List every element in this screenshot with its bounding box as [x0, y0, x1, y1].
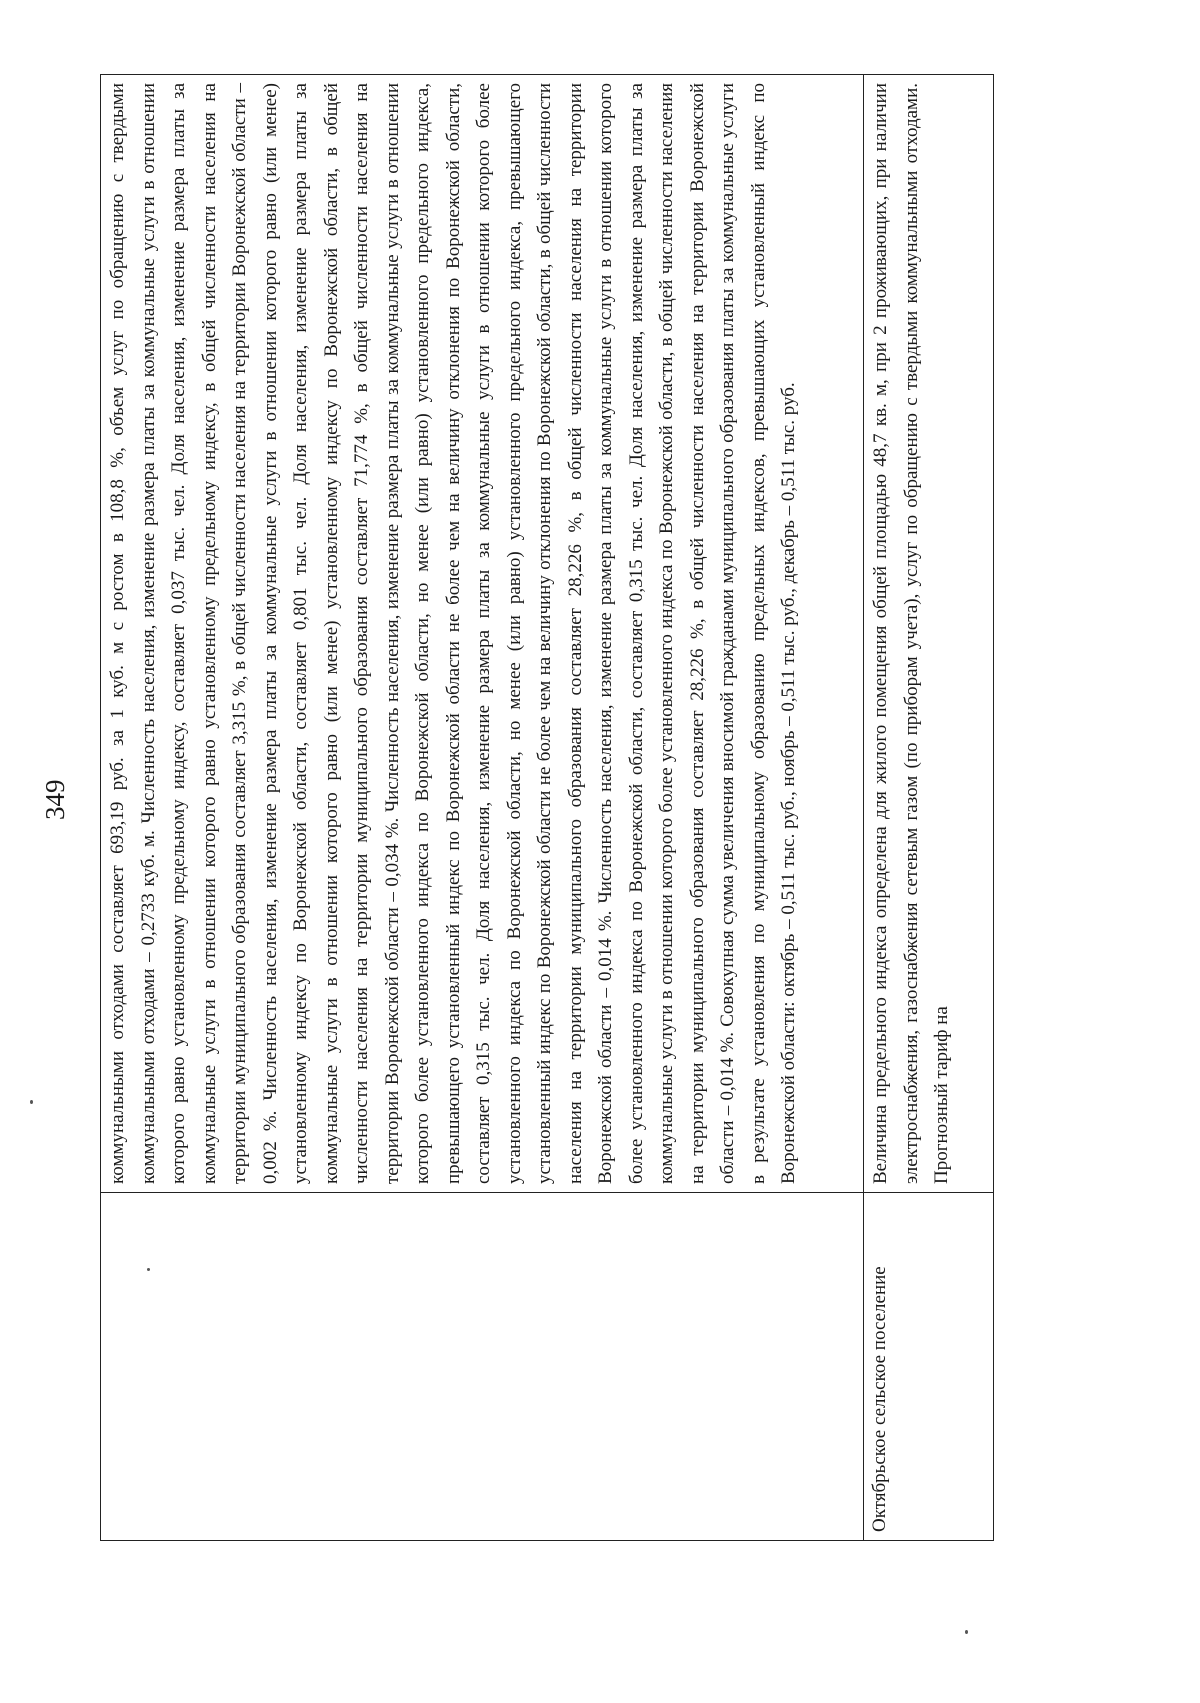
description-cell: коммунальными отходами составляет 693,19 руб. за 1 куб. м с ростом в 108,8 %, объем услуг по обращению с твердыми коммунальными отходами – 0,2733 куб. м. Численность населения, изменение размера платы за коммунальные услуги в отношении которого равно установленному предельному индексу, составляет 0,037 тыс. чел. Доля населения, изменение размера платы за коммунальные услуги в отношении которого равно установленному предельному индексу, в общей численности населения на территории муниципального образования составляет 3,315 %, в общей численности населения на территории Воронежской области – 0,002 %. Численность населения, изменение размера платы за коммунальные услуги в отношении которого равно (или менее) установленному индексу по Воронежской области, составляет 0,801 тыс. чел. Доля населения, изменение размера платы за коммунальные услуги в отношении которого равно (или менее) установленному индексу по Воронежской области, в общей численности населения на территории муниципального образования составляет 71,774 %, в общей численности населения на территории Воронежской области – 0,034 %. Численность населения, изменение размера платы за коммунальные услуги в отношении которого более установленного индекса по Воронежской области, но менее (или равно) установленного предельного индекса, превышающего установленный индекс по Воронежской области не более чем на величину отклонения по Воронежской области, составляет 0,315 тыс. чел. Доля населения, изменение размера платы за коммунальные услуги в отношении которого более установленного индекса по Воронежской области, но менее (или равно) установленного предельного индекса, превышающего установленный индекс по Воронежской области не более чем на величину отклонения по Воронежской области, в общей численности населения на территории муниципального образования составляет 28,226 %, в общей численности населения на территории Воронежской области – 0,014 %. Численность населения, изменение размера платы за коммунальные услуги в отношении которого более установленного индекса по Воронежской области, составляет 0,315 тыс. чел. Доля населения, изменение размера платы за коммунальные услуги в отношении которого более установленного индекса по Воронежской области, в общей численности населения на территории муниципального образования составляет 28,226 %, в общей численности населения на территории Воронежской области – 0,014 %. Совокупная сумма увеличения вносимой гражданами муниципального образования платы за коммунальные услуги в результате установления по муниципальному образованию предельных индексов, превышающих установленный индекс по Воронежской области: октябрь – 0,511 тыс. руб., ноябрь – 0,511 тыс. руб., декабрь – 0,511 тыс. руб. [107, 83, 799, 1184]
settlement-cell: Октябрьское сельское поселение [864, 1192, 993, 1540]
table-row [101, 75, 864, 1540]
table-row [864, 75, 993, 1540]
scan-speck [30, 1100, 33, 1104]
settlement-cell [101, 1192, 863, 1540]
data-table [100, 74, 994, 1541]
page-number: 349 [40, 779, 70, 820]
description-cell: Величина предельного индекса определена для жилого помещения общей площадью 48,7 кв. м, при 2 проживающих, при наличии электроснабжения, газоснабжения сетевым газом (по приборам учета), услуг по обращению с твердыми коммунальными отходами. Прогнозный тариф на [870, 83, 952, 1184]
scan-speck [965, 1630, 968, 1634]
scan-speck [147, 1268, 150, 1271]
